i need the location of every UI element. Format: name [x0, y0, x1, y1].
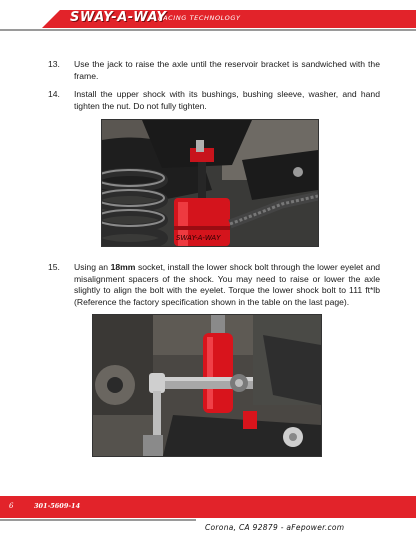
lower-shock-photo [92, 314, 322, 457]
upper-shock-photo [101, 119, 319, 247]
step-text: Install the upper shock with its bushings, bushing sleeve, washer, and hand tighten the nut. Do not fully tighten. [74, 89, 380, 111]
step-number: 13. [48, 59, 60, 69]
socket-size: 18mm [110, 262, 136, 272]
page-number: 6 [9, 502, 14, 510]
step-number: 15. [48, 262, 60, 272]
shock-brand-label: SWAY-A-WAY [176, 234, 221, 242]
step-text: Using an 18mm socket, install the lower shock bolt through the lower eyelet and misalignment spacers of the shock. You may need to raise or lower the axle slightly to align the bolt with the eyelet. Torque the lower shock bolt to 111 ft*lb (Reference the factory specification shown in the table on the last page). [74, 262, 380, 307]
instruction-step-15 [48, 262, 380, 308]
step-text: Use the jack to raise the axle until the reservoir bracket is sandwiched with the frame. [74, 59, 380, 81]
brand-tagline: RACING TECHNOLOGY [158, 14, 241, 22]
page-header [0, 0, 416, 38]
brand-logo: SWAY-A-WAY [70, 10, 167, 25]
page-footer [0, 486, 416, 538]
header-gray-stripe [0, 29, 416, 31]
step-number: 14. [48, 89, 60, 99]
instruction-step-14 [48, 89, 380, 112]
footer-contact: Corona, CA 92879 - aFepower.com [205, 523, 345, 532]
instruction-step-13 [48, 59, 380, 82]
document-code: 301-5609-14 [34, 502, 81, 510]
